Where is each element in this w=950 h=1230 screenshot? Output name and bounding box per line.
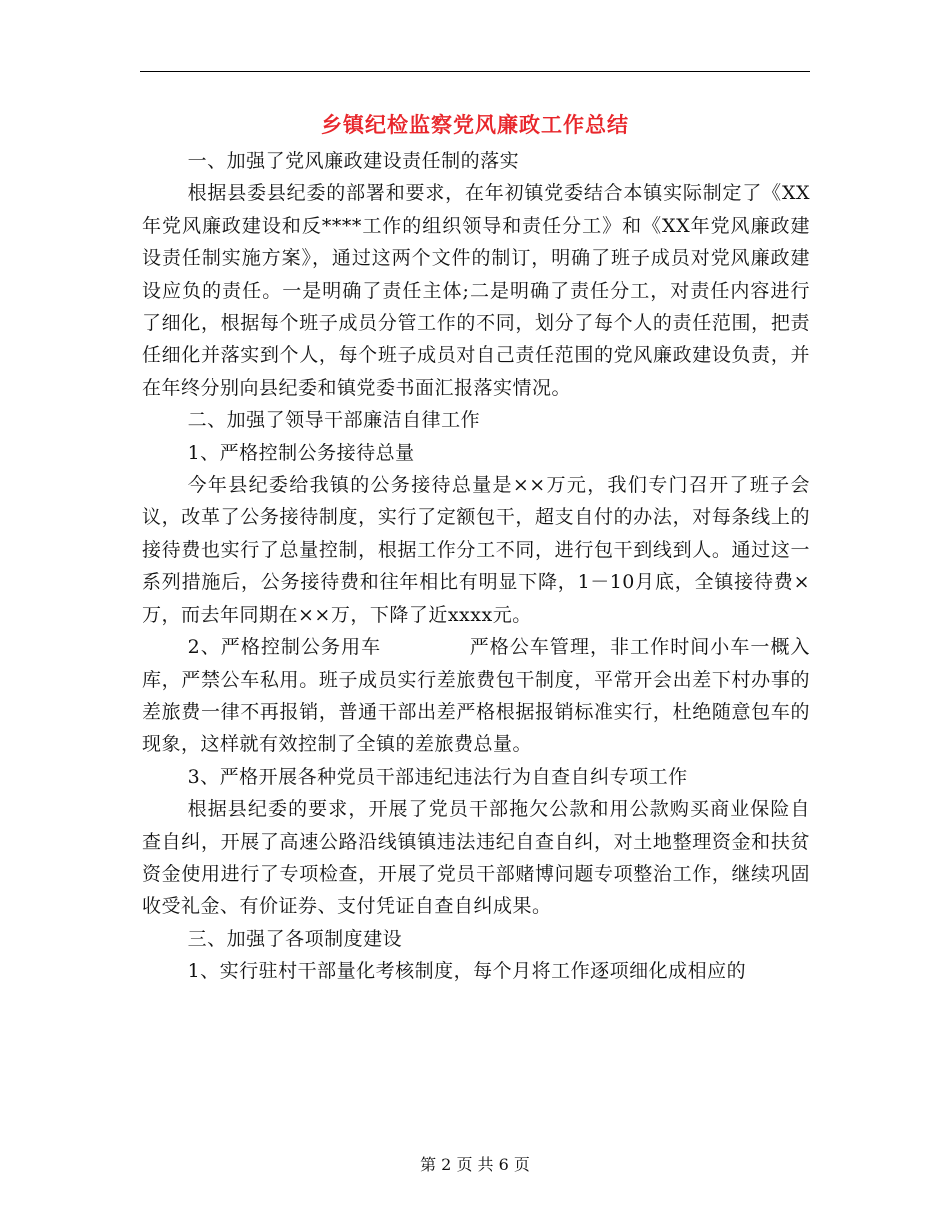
section-heading-1: 一、加强了党风廉政建设责任制的落实 (187, 150, 520, 172)
page-number: 第 2 页 共 6 页 (420, 1155, 530, 1174)
subheading-reception: 1、严格控制公务接待总量 (187, 441, 415, 464)
document-body (142, 145, 810, 988)
paragraph-vehicles-text: 严格公车管理，非工作时间小车一概入库，严禁公车私用。班子成员实行差旅费包干制度，平常开会出差下村办事的差旅费一律不再报销，普通干部出差严格根据报销标准实行，杜绝随意包车的现象，这样就有效控制了全镇的差旅费总量。 (142, 636, 810, 756)
paragraph-responsibility: 根据县委县纪委的部署和要求，在年初镇党委结合本镇实际制定了《XX年党风廉政建设和反****工作的组织领导和责任分工》和《XX年党风廉政建设责任制实施方案》，通过这两个文件的制订，明确了班子成员对党风廉政建设应负的责任。一是明确了责任主体;二是明确了责任分工，对责任内容进行了细化，根据每个班子成员分管工作的不同，划分了每个人的责任范围，把责任细化并落实到个人，每个班子成员对自己责任范围的党风廉政建设负责，并在年终分别向县纪委和镇党委书面汇报落实情况。 (142, 182, 810, 399)
paragraph-reception: 今年县纪委给我镇的公务接待总量是××万元，我们专门召开了班子会议，改革了公务接待制度，实行了定额包干，超支自付的办法，对每条线上的接待费也实行了总量控制，根据工作分工不同，进行包干到线到人。通过这一系列措施后，公务接待费和往年相比有明显下降，1－10月底，全镇接待费×万，而去年同期在××万，下降了近xxxx元。 (142, 474, 810, 626)
subheading-self-inspection: 3、严格开展各种党员干部违纪违法行为自查自纠专项工作 (187, 765, 688, 788)
header-rule (140, 71, 810, 72)
paragraph-self-inspection: 根据县纪委的要求，开展了党员干部拖欠公款和用公款购买商业保险自查自纠，开展了高速公路沿线镇镇违法违纪自查自纠，对土地整理资金和扶贫资金使用进行了专项检查，开展了党员干部赌博问题专项整治工作，继续巩固收受礼金、有价证券、支付凭证自查自纠成果。 (142, 798, 810, 918)
section-heading-3: 三、加强了各项制度建设 (187, 927, 403, 950)
section-heading-2: 二、加强了领导干部廉洁自律工作 (187, 409, 481, 432)
paragraph-vehicles (142, 631, 810, 761)
document-title: 乡镇纪检监察党风廉政工作总结 (321, 112, 629, 137)
subheading-vehicles: 2、严格控制公务用车 (187, 636, 382, 659)
paragraph-village-cadres: 1、实行驻村干部量化考核制度，每个月将工作逐项细化成相应的 (187, 960, 747, 983)
